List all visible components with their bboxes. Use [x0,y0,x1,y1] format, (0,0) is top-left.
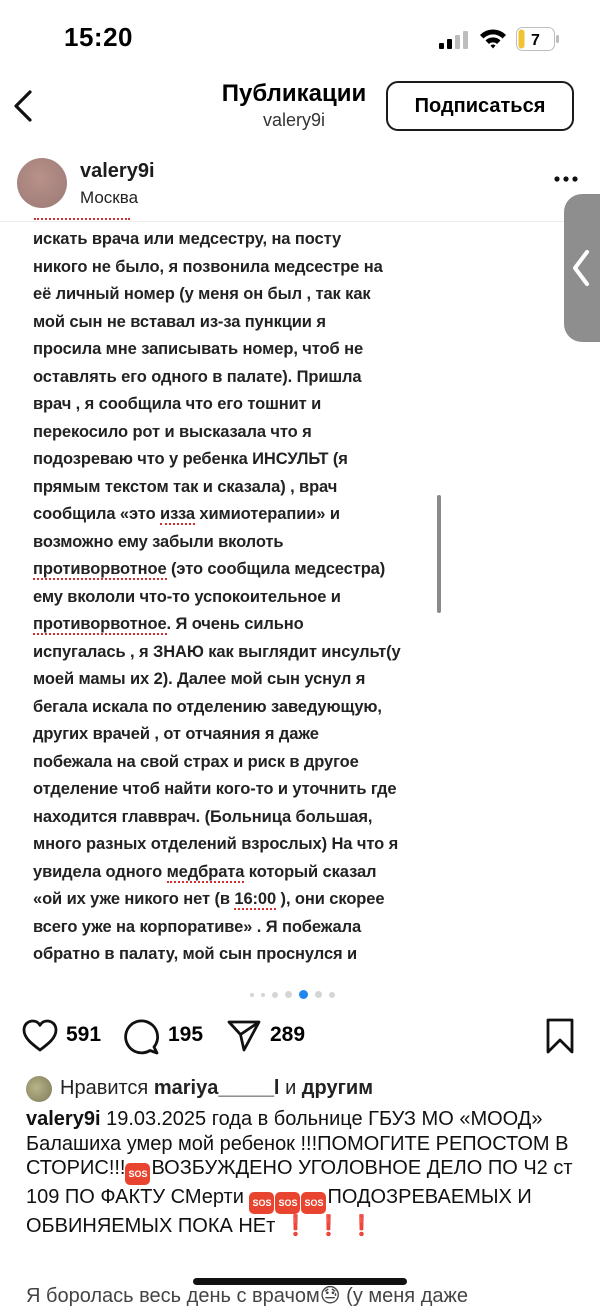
likes-count[interactable]: 591 [66,1023,102,1046]
page-title: Публикации [221,80,367,107]
post-image-text-line: просила мне записывать номер, чтоб не [33,340,364,358]
post-image-text-line: искать врача или медсестру, на посту [33,230,342,248]
carousel-dot [329,992,335,998]
post-caption [26,1107,586,1239]
post-image-text-line: всего уже на корпоративе» . Я побежала [33,917,362,936]
carousel-dot [315,991,322,998]
spellcheck-word: противорвотное [33,560,167,578]
caption-next-line [26,1283,586,1308]
shares-count[interactable]: 289 [270,1023,306,1046]
wifi-icon [478,27,508,49]
exclamation-icon: ❗ [349,1215,375,1237]
carousel-dot [299,990,308,999]
spellcheck-word: противорвотное [33,615,167,633]
carousel-dot [261,993,265,997]
carousel-dot [272,992,278,998]
post-image-text-line: перекосило рот и высказала что я [33,422,312,441]
cellular-signal-icon [439,31,469,49]
liked-by-joiner: и [285,1077,297,1099]
post-image-text-line: побежала на свой страх и риск в другое [33,752,359,771]
status-time: 15:20 [64,22,133,52]
more-options-icon[interactable] [553,172,579,186]
liked-by-prefix: Нравится [60,1077,149,1099]
home-indicator[interactable] [193,1278,407,1285]
post-image-text-line: мой сын не вставал из-за пункции я [33,312,326,331]
sos-icon: SOS [125,1163,150,1185]
post-image-text-line: возможно ему забыли вколоть [33,532,284,551]
post-image-text-line: обратно в палату, мой сын проснулся и [33,945,358,963]
side-panel-tab[interactable] [564,194,600,342]
post-image-text-line: испугалась , я ЗНАЮ как выглядит инсульт(у [33,642,401,661]
post-image-text-line: много разных отделений взрослых) На что я [33,835,399,853]
exclamation-icon: ❗ [283,1215,309,1237]
subscribe-button[interactable]: Подписаться [386,81,574,131]
post-image-text-line: сообщила «это изза химиотерапии» и [33,505,340,523]
caption-author[interactable]: valery9i [26,1108,101,1130]
post-image-text-line: оставлять его одного в палате). Пришла [33,367,362,386]
sos-icon: SOS [275,1192,300,1214]
spellcheck-word: медбрата [166,862,245,881]
post-image-text-line: никого не было, я позвонила медсестре на [33,257,383,276]
carousel-dot [285,991,292,998]
post-image-text-line: её личный номер (у меня он был , так как [33,285,371,303]
header-divider [0,221,600,222]
caption-part-3: ПОДОЗРЕВАЕМЫХ И ОБВИНЯЕМЫХ ПОКА НЕт [26,1186,532,1237]
spellcheck-word: изза [160,505,195,523]
bookmark-icon[interactable] [545,1018,575,1054]
post-image-text-line: противорвотное. Я очень сильно [33,615,304,633]
caption-next-text: Я боролась весь день с врачом [26,1285,320,1307]
post-location[interactable]: Москва [80,188,139,207]
spellcheck-underline [34,218,130,220]
exclamation-icon: ❗ [316,1215,342,1237]
sweat-smile-emoji-icon: 😓 [319,1285,341,1307]
post-image-text-line: врач , я сообщила что его тошнит и [33,395,322,413]
battery-level: 7 [531,32,540,49]
comments-count[interactable]: 195 [168,1023,204,1046]
author-avatar[interactable] [17,158,67,208]
post-image-text [33,226,433,969]
battery-icon [516,27,560,51]
post-image-text-line: бегала искала по отделению заведующую, [33,697,382,716]
caption-part-1: 19.03.2025 года в больнице ГБУЗ МО «МООД» Балашиха умер мой ребенок !!!ПОМОГИТЕ РЕПОСТОМ В СТОРИС!!! [26,1108,569,1179]
post-image-text-line: ему вкололи что-то успокоительное и [33,587,341,606]
post-image-text-line: других врачей , от отчаяния я даже [33,725,319,743]
post-image-text-line: отделение чтоб найти кого-то и уточнить где [33,780,397,798]
image-scrollbar [437,495,441,613]
share-send-icon[interactable] [226,1019,262,1053]
spellcheck-word: 16:00 [234,890,277,908]
comment-bubble-icon[interactable] [124,1019,160,1055]
sos-icon: SOS [249,1192,274,1214]
post-image-text-line: подозреваю что у ребенка ИНСУЛЬТ (я [33,450,348,468]
sos-icon: SOS [301,1192,326,1214]
carousel-dot [250,993,254,997]
caption-next-rest: (у меня даже [340,1285,468,1307]
post-image-text-line: «ой их уже никого нет (в 16:00 ), они скорее [33,890,385,908]
liked-by-user[interactable]: mariya_____l [153,1077,280,1099]
post-image-text-line: прямым текстом так и сказала) , врач [33,477,338,496]
post-image-text-line: противорвотное (это сообщила медсестра) [33,560,386,578]
caption-part-2: ВОЗБУЖДЕНО УГОЛОВНОЕ ДЕЛО ПО Ч2 ст 109 ПО ФАКТУ СМерти [26,1157,573,1208]
like-heart-icon[interactable] [22,1019,58,1053]
post-image-text-line: моей мамы их 2). Далее мой сын уснул я [33,670,366,688]
post-author-username[interactable]: valery9i [80,160,155,182]
liked-by-line[interactable] [60,1077,373,1100]
liker-avatar[interactable] [26,1076,52,1102]
page-subtitle-username: valery9i [262,110,326,130]
post-image-text-line: находится главврач. (Больница большая, [33,807,373,826]
chevron-left-icon [570,248,592,288]
liked-by-others[interactable]: другим [301,1077,373,1099]
post-image-text-line: увидела одного медбрата который сказал [33,862,377,881]
carousel-indicator [250,990,335,999]
